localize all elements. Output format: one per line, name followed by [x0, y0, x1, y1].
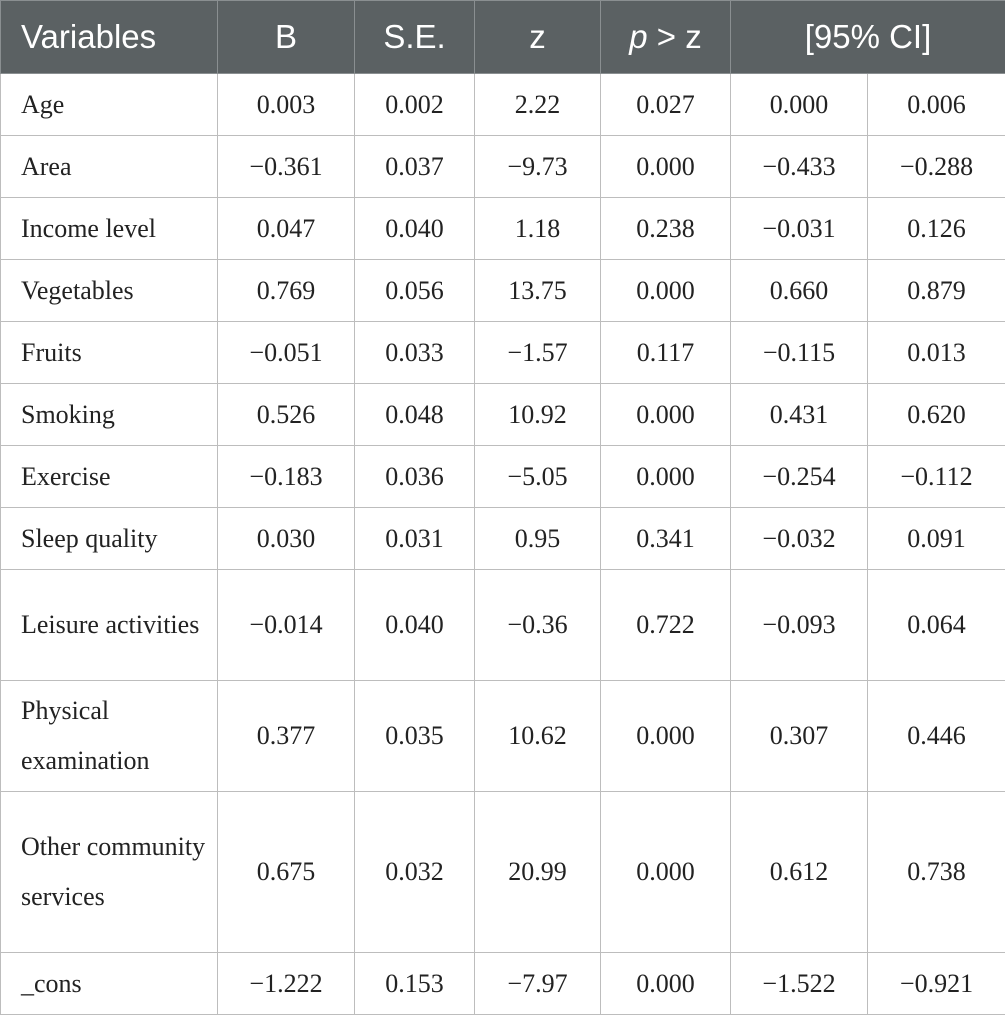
- cell-variable: Income level: [1, 198, 218, 260]
- cell-b: 0.526: [218, 384, 355, 446]
- cell-p: 0.027: [601, 74, 731, 136]
- cell-se: 0.056: [355, 260, 475, 322]
- cell-se: 0.032: [355, 792, 475, 953]
- cell-b: 0.030: [218, 508, 355, 570]
- cell-z: 13.75: [475, 260, 601, 322]
- header-b: B: [218, 1, 355, 74]
- table-row: [1, 322, 1005, 384]
- cell-b: 0.003: [218, 74, 355, 136]
- cell-ci-high: −0.921: [868, 953, 1005, 1015]
- header-row: [1, 1, 1005, 74]
- cell-b: −1.222: [218, 953, 355, 1015]
- cell-z: 20.99: [475, 792, 601, 953]
- cell-ci-high: −0.112: [868, 446, 1005, 508]
- cell-variable: Smoking: [1, 384, 218, 446]
- cell-variable: Vegetables: [1, 260, 218, 322]
- cell-b: 0.047: [218, 198, 355, 260]
- header-ci: [95% CI]: [731, 1, 1005, 74]
- cell-z: −5.05: [475, 446, 601, 508]
- cell-ci-low: 0.660: [731, 260, 868, 322]
- cell-p: 0.000: [601, 792, 731, 953]
- cell-z: 10.62: [475, 681, 601, 792]
- cell-p: 0.117: [601, 322, 731, 384]
- cell-b: −0.183: [218, 446, 355, 508]
- table-row: [1, 136, 1005, 198]
- cell-variable: Exercise: [1, 446, 218, 508]
- cell-variable: Area: [1, 136, 218, 198]
- cell-variable: Sleep quality: [1, 508, 218, 570]
- cell-ci-low: 0.612: [731, 792, 868, 953]
- cell-ci-low: 0.431: [731, 384, 868, 446]
- header-z: z: [475, 1, 601, 74]
- cell-variable: Physical examination: [1, 681, 218, 792]
- cell-p: 0.000: [601, 953, 731, 1015]
- cell-ci-high: 0.091: [868, 508, 1005, 570]
- cell-ci-low: −1.522: [731, 953, 868, 1015]
- table-row: [1, 792, 1005, 953]
- cell-ci-low: −0.093: [731, 570, 868, 681]
- table-row: [1, 198, 1005, 260]
- cell-p: 0.000: [601, 260, 731, 322]
- table-row: [1, 384, 1005, 446]
- cell-ci-low: 0.307: [731, 681, 868, 792]
- cell-p: 0.000: [601, 136, 731, 198]
- cell-ci-high: 0.738: [868, 792, 1005, 953]
- cell-p: 0.000: [601, 681, 731, 792]
- cell-se: 0.036: [355, 446, 475, 508]
- cell-p: 0.722: [601, 570, 731, 681]
- cell-ci-high: 0.879: [868, 260, 1005, 322]
- table-row: [1, 508, 1005, 570]
- cell-b: 0.377: [218, 681, 355, 792]
- cell-z: 2.22: [475, 74, 601, 136]
- cell-ci-low: −0.031: [731, 198, 868, 260]
- cell-ci-low: −0.032: [731, 508, 868, 570]
- cell-ci-low: −0.115: [731, 322, 868, 384]
- cell-ci-high: −0.288: [868, 136, 1005, 198]
- cell-se: 0.048: [355, 384, 475, 446]
- cell-se: 0.153: [355, 953, 475, 1015]
- cell-b: −0.051: [218, 322, 355, 384]
- cell-ci-high: 0.126: [868, 198, 1005, 260]
- cell-se: 0.035: [355, 681, 475, 792]
- cell-ci-low: 0.000: [731, 74, 868, 136]
- cell-z: 0.95: [475, 508, 601, 570]
- cell-se: 0.031: [355, 508, 475, 570]
- cell-ci-high: 0.064: [868, 570, 1005, 681]
- cell-variable: Other community services: [1, 792, 218, 953]
- header-p: [601, 1, 731, 74]
- cell-ci-high: 0.006: [868, 74, 1005, 136]
- header-p-italic: p: [629, 18, 648, 55]
- cell-variable: Age: [1, 74, 218, 136]
- cell-variable: _cons: [1, 953, 218, 1015]
- cell-ci-high: 0.620: [868, 384, 1005, 446]
- cell-ci-low: −0.433: [731, 136, 868, 198]
- cell-se: 0.002: [355, 74, 475, 136]
- table-row: [1, 260, 1005, 322]
- cell-z: −9.73: [475, 136, 601, 198]
- table-row: [1, 681, 1005, 792]
- cell-z: −0.36: [475, 570, 601, 681]
- cell-p: 0.000: [601, 384, 731, 446]
- header-se: S.E.: [355, 1, 475, 74]
- table-row: [1, 74, 1005, 136]
- header-p-rest: > z: [647, 18, 702, 55]
- cell-variable: Leisure activities: [1, 570, 218, 681]
- cell-z: −7.97: [475, 953, 601, 1015]
- cell-z: 10.92: [475, 384, 601, 446]
- cell-b: 0.769: [218, 260, 355, 322]
- table-row: [1, 446, 1005, 508]
- cell-se: 0.033: [355, 322, 475, 384]
- cell-ci-high: 0.013: [868, 322, 1005, 384]
- cell-z: −1.57: [475, 322, 601, 384]
- table-row: [1, 570, 1005, 681]
- cell-se: 0.037: [355, 136, 475, 198]
- cell-b: −0.014: [218, 570, 355, 681]
- cell-ci-high: 0.446: [868, 681, 1005, 792]
- cell-b: −0.361: [218, 136, 355, 198]
- cell-p: 0.000: [601, 446, 731, 508]
- cell-z: 1.18: [475, 198, 601, 260]
- cell-variable: Fruits: [1, 322, 218, 384]
- cell-p: 0.238: [601, 198, 731, 260]
- cell-p: 0.341: [601, 508, 731, 570]
- cell-ci-low: −0.254: [731, 446, 868, 508]
- cell-se: 0.040: [355, 198, 475, 260]
- header-variables: Variables: [1, 1, 218, 74]
- cell-se: 0.040: [355, 570, 475, 681]
- table-row: [1, 953, 1005, 1015]
- cell-b: 0.675: [218, 792, 355, 953]
